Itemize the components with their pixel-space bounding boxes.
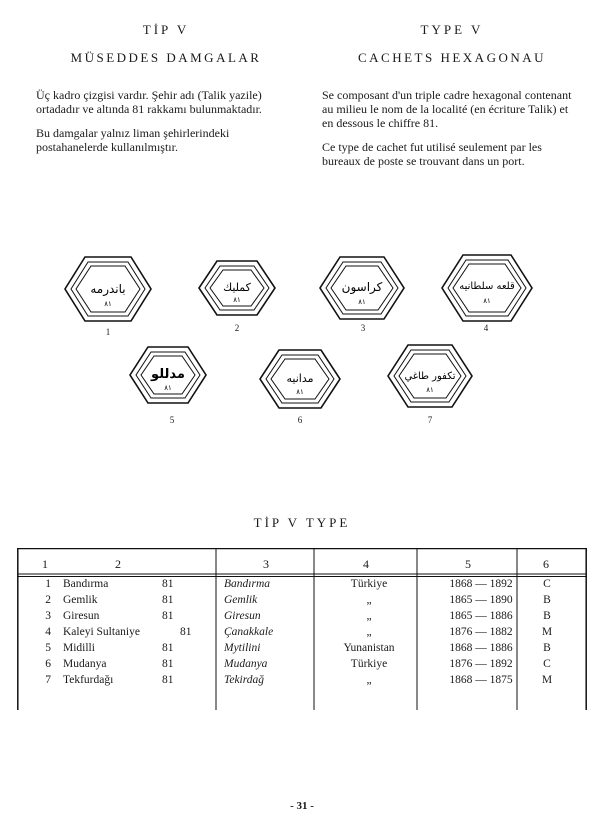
stamp-4-script: قلعه سلطانيه xyxy=(459,281,515,292)
hexagon-stamp-5 xyxy=(128,345,208,410)
stamp-3-script: كراسون xyxy=(341,280,383,294)
stamp-illustrations xyxy=(0,245,604,435)
row-modern-name: Bandırma xyxy=(224,578,270,590)
turkish-title: MÜSEDDES DAMGALAR xyxy=(70,50,262,65)
french-column xyxy=(322,22,582,178)
hexagon-stamp-1 xyxy=(63,255,153,328)
stamp-7-digits: ٨١ xyxy=(426,386,434,394)
french-paragraph-2: Ce type de cachet fut utilisé seulement par les bureaux de poste se trouvant dans un port. xyxy=(322,140,542,168)
table-row xyxy=(17,626,587,642)
header-col-6: 6 xyxy=(543,557,549,571)
stamp-3-number: 3 xyxy=(360,323,366,333)
stamp-1-number: 1 xyxy=(105,327,111,337)
page-number: - 31 - xyxy=(290,800,314,812)
turkish-type-heading: TİP V xyxy=(142,22,190,37)
hexagon-stamp-2 xyxy=(197,259,277,322)
table-row xyxy=(17,674,587,690)
row-modern-name: Giresun xyxy=(224,610,261,622)
table-row xyxy=(17,594,587,610)
header-col-4: 4 xyxy=(363,557,369,571)
stamp-7-script: تكفور طاغي xyxy=(404,371,456,382)
row-modern-name: Gemlik xyxy=(224,594,258,606)
row-number: 1 xyxy=(45,578,51,590)
table-row xyxy=(17,610,587,626)
row-grade: M xyxy=(541,674,553,686)
row-grade: M xyxy=(541,626,553,638)
french-title: CACHETS HEXAGONAU xyxy=(357,50,547,65)
row-office-number: 81 xyxy=(162,610,174,622)
stamp-5-script: مدللو xyxy=(151,367,185,382)
row-grade: C xyxy=(543,578,551,590)
row-grade: B xyxy=(543,642,551,654)
stamp-6-digits: ٨١ xyxy=(296,388,304,396)
row-modern-name: Mudanya xyxy=(224,658,268,670)
row-ottoman-name: Midilli xyxy=(63,642,95,654)
row-years: 1868 — 1875 xyxy=(449,674,513,686)
stamp-7-number: 7 xyxy=(427,415,433,425)
stamp-5-number: 5 xyxy=(169,415,175,425)
row-grade: C xyxy=(543,658,551,670)
stamp-5-digits: ٨١ xyxy=(164,384,172,392)
row-country: Türkiye xyxy=(350,578,388,590)
stamp-1-script: باندرمه xyxy=(90,282,126,296)
turkish-paragraph-2: Bu damgalar yalnız liman şehirlerindeki postahanelerde kullanılmıştır. xyxy=(36,126,230,154)
header-col-2: 2 xyxy=(115,557,121,571)
header-col-3: 3 xyxy=(263,557,269,571)
stamp-4-digits: ٨١ xyxy=(483,297,491,305)
stamp-2-number: 2 xyxy=(234,323,240,333)
row-office-number: 81 xyxy=(162,642,174,654)
row-number: 5 xyxy=(45,642,51,654)
hexagon-stamp-7 xyxy=(386,343,474,414)
stamp-3-digits: ٨١ xyxy=(358,298,366,306)
row-number: 6 xyxy=(45,658,51,670)
table-title: TİP V TYPE xyxy=(253,515,351,530)
row-number: 7 xyxy=(45,674,51,686)
row-number: 3 xyxy=(45,610,51,622)
row-office-number: 81 xyxy=(162,674,174,686)
row-ottoman-name: Bandırma xyxy=(63,578,109,590)
row-years: 1868 — 1892 xyxy=(449,578,513,590)
row-ottoman-name: Giresun xyxy=(63,610,100,622)
stamp-4-number: 4 xyxy=(483,323,489,333)
row-years: 1865 — 1886 xyxy=(449,610,513,622)
row-ottoman-name: Tekfurdağı xyxy=(63,674,114,686)
row-number: 4 xyxy=(45,626,51,638)
row-office-number: 81 xyxy=(162,578,174,590)
row-modern-name: Mytilini xyxy=(224,642,261,654)
table-row xyxy=(17,658,587,674)
row-years: 1865 — 1890 xyxy=(449,594,513,606)
row-years: 1868 — 1886 xyxy=(449,642,513,654)
table-row xyxy=(17,642,587,658)
row-years: 1876 — 1882 xyxy=(449,626,513,638)
turkish-column xyxy=(36,22,296,164)
row-ottoman-name: Kaleyi Sultaniye xyxy=(63,626,140,638)
stamp-1-digits: ٨١ xyxy=(104,300,112,308)
hexagon-stamp-4 xyxy=(440,253,534,328)
row-country: „ xyxy=(366,610,372,622)
row-country: Türkiye xyxy=(350,658,388,670)
row-country: „ xyxy=(366,626,372,638)
row-country: „ xyxy=(366,674,372,686)
hexagon-stamp-3 xyxy=(318,255,406,326)
row-modern-name: Tekirdağ xyxy=(224,674,265,686)
row-ottoman-name: Gemlik xyxy=(63,594,98,606)
row-number: 2 xyxy=(45,594,51,606)
row-grade: B xyxy=(543,610,551,622)
stamp-2-script: كمليك xyxy=(223,281,251,294)
stamp-2-digits: ٨١ xyxy=(233,296,241,304)
row-country: Yunanistan xyxy=(343,642,395,654)
row-grade: B xyxy=(543,594,551,606)
hexagon-stamp-6 xyxy=(258,348,342,415)
row-modern-name: Çanakkale xyxy=(224,626,274,638)
row-office-number: 81 xyxy=(162,658,174,670)
stamp-6-number: 6 xyxy=(297,415,303,425)
turkish-paragraph-1: Üç kadro çizgisi vardır. Şehir adı (Talik yazile) ortadadır ve altında 81 rakkamı bulunmaktadır. xyxy=(36,88,262,116)
header-col-1: 1 xyxy=(42,557,48,571)
french-paragraph-1: Se composant d'un triple cadre hexagonal contenant au milieu le nom de la localité (en écriture Talik) et en dessous le chiffre 81. xyxy=(322,88,572,130)
row-office-number: 81 xyxy=(162,594,174,606)
row-ottoman-name: Mudanya xyxy=(63,658,107,670)
header-col-5: 5 xyxy=(465,557,471,571)
stamp-6-script: مدانيه xyxy=(286,372,314,385)
cachet-table xyxy=(17,548,587,710)
row-office-number: 81 xyxy=(180,626,192,638)
row-country: „ xyxy=(366,594,372,606)
table-row xyxy=(17,578,587,594)
row-years: 1876 — 1892 xyxy=(449,658,513,670)
french-type-heading: TYPE V xyxy=(420,22,484,37)
